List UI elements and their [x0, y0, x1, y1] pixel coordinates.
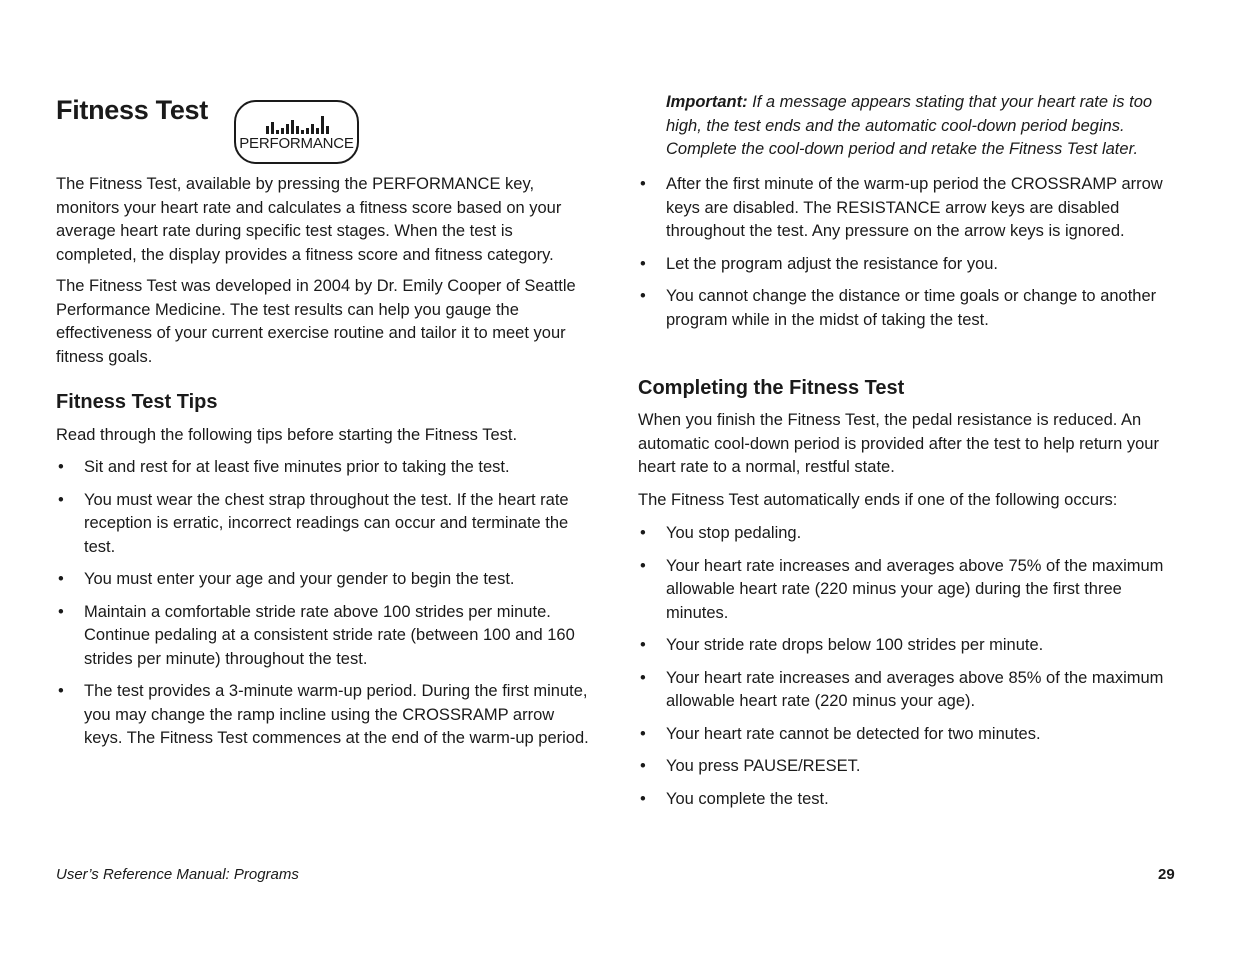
tips-lead: Read through the following tips before starting the Fitness Test. — [56, 426, 518, 444]
list-item: • Your heart rate cannot be detected for two minutes. — [638, 723, 1183, 747]
list-item: • Sit and rest for at least five minutes prior to taking the test. — [56, 456, 596, 480]
list-item: • You stop pedaling. — [638, 522, 1183, 546]
ends-if-list — [638, 522, 1183, 811]
intro-paragraph-1: The Fitness Test, available by pressing the PERFORMANCE key, monitors your heart rate and calculates a fitness score based on your average heart rate during specific test stages. When the test is completed, the display provides a fitness score and fitness category. — [56, 175, 562, 264]
list-item: • You must wear the chest strap throughout the test. If the heart rate reception is erratic, incorrect readings can occur and terminate the test. — [56, 489, 596, 560]
list-item: • You cannot change the distance or time goals or change to another program while in the midst of taking the test. — [638, 285, 1183, 332]
list-item: • Maintain a comfortable stride rate above 100 strides per minute. Continue pedaling at a consistent stride rate (between 100 and 160 strides per minute) throughout the test. — [56, 601, 596, 672]
page-number: 29 — [1158, 866, 1175, 883]
list-item: • Your stride rate drops below 100 strides per minute. — [638, 634, 1183, 658]
list-item: • Let the program adjust the resistance for you. — [638, 253, 1183, 277]
ends-if-paragraph: The Fitness Test automatically ends if one of the following occurs: — [638, 491, 1118, 509]
list-item: • Your heart rate increases and averages above 75% of the maximum allowable heart rate (220 minus your age) during the first three minutes. — [638, 555, 1183, 626]
list-item: • The test provides a 3-minute warm-up period. During the first minute, you may change the ramp incline using the CROSSRAMP arrow keys. The Fitness Test commences at the end of the warm-up period. — [56, 680, 596, 751]
performance-key-graphic — [234, 100, 359, 164]
tips-list — [56, 456, 596, 751]
list-item: • You press PAUSE/RESET. — [638, 755, 1183, 779]
list-item: • You must enter your age and your gender to begin the test. — [56, 568, 596, 592]
important-label: Important: — [666, 93, 748, 111]
list-item: • After the first minute of the warm-up period the CROSSRAMP arrow keys are disabled. The RESISTANCE arrow keys are disabled throughout the test. Any pressure on the arrow keys is ignored. — [638, 173, 1183, 244]
completing-heading: Completing the Fitness Test — [638, 377, 905, 399]
list-item: • You complete the test. — [638, 788, 1183, 812]
important-text: If a message appears stating that your heart rate is too high, the test ends and the automatic cool-down period begins. Complete the cool-down period and retake the Fitness Test later. — [666, 93, 1153, 158]
important-note — [666, 91, 1184, 162]
footer-manual-title: User’s Reference Manual: Programs — [56, 866, 299, 883]
test-notes-list — [638, 173, 1183, 332]
intro-paragraph-2: The Fitness Test was developed in 2004 by Dr. Emily Cooper of Seattle Performance Medicine. The test results can help you gauge the effectiveness of your current exercise routine and tailor it to meet your fitness goals. — [56, 277, 576, 366]
bar-graph-icon — [266, 116, 332, 136]
page-title: Fitness Test — [56, 95, 208, 125]
completing-paragraph: When you finish the Fitness Test, the pedal resistance is reduced. An automatic cool-down period is provided after the test to help return your heart rate to a normal, restful state. — [638, 411, 1159, 476]
tips-heading: Fitness Test Tips — [56, 391, 218, 413]
performance-key-label: PERFORMANCE — [239, 135, 354, 152]
list-item: • Your heart rate increases and averages above 85% of the maximum allowable heart rate (220 minus your age). — [638, 667, 1183, 714]
